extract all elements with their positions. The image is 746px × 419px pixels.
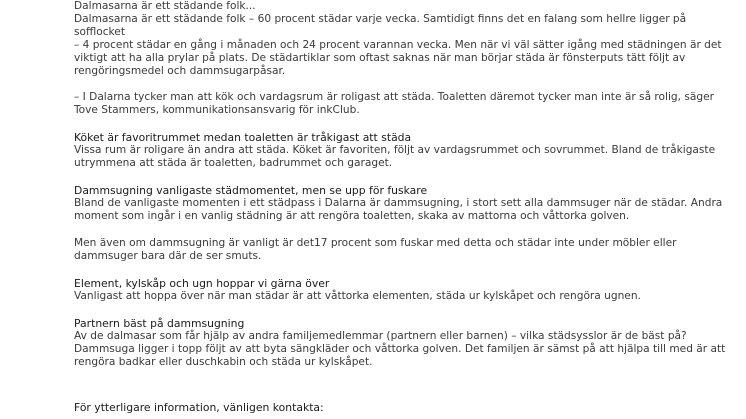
section-extra-vacuuming: Men även om dammsugning är vanligt är det17 procent som fuskar med detta och städar inte under möbler eller dammsuger bara där de ser smuts. [74,237,677,262]
section-body-partner: Av de dalmasar som får hjälp av andra familjemedlemmar (partnern eller barnen) – vilka städsysslor är de bäst på? Dammsuga ligger i topp följt av att byta sängkläder och våttorka golven. Det familjen är sämst på att hjälpa till med är att rengöra badkar eller duschkabin och städa ur kylskåpet. [74,330,726,368]
section-heading-vacuuming: Dammsugning vanligaste städmomentet, men se upp för fuskare [74,184,428,197]
section-body-favorite-room: Vissa rum är roligare än andra att städa. Köket är favoriten, följt av vardagsrummet och sovrummet. Bland de tråkigaste utrymmena att städa är toaletten, badrummet och garaget. [74,144,716,169]
section-heading-favorite-room: Köket är favoritrummet medan toaletten är tråkigast att städa [74,131,412,144]
cut-off-text: Dalmasarna är ett städande folk... [74,0,256,9]
cut-off-top-line [74,0,734,9]
section-heading-partner: Partnern bäst på dammsugning [74,317,245,330]
press-release-document [74,0,734,414]
section-body-skip-tasks: Vanligast att hoppa över när man städar är att våttorka elementen, städa ur kylskåpet och rengöra ugnen. [74,290,641,302]
intro-paragraph: Dalmasarna är ett städande folk – 60 procent städar varje vecka. Samtidigt finns det en falang som hellre ligger på sofflocket – 4 procent städar en gång i månaden och 24 procent varannan vecka. Men när vi väl sätter igång med städningen är det viktigt att ha alla prylar på plats. De städartiklar som oftast saknas när man börjar städa är fönsterputs tätt följt av rengöringsmedel och dammsugarpåsar. [74,13,722,77]
section-body-vacuuming: Bland de vanligaste momenten i ett städpass i Dalarna är dammsugning, i stort sett alla dammsuger när de städar. Andra moment som ingår i en vanlig städning är att rengöra toaletten, skaka av mattorna och våttorka golven. [74,197,723,222]
quote-paragraph: – I Dalarna tycker man att kök och vardagsrum är roligast att städa. Toaletten däremot tycker man inte är så rolig, säger Tove Stammers, kommunikationsansvarig för inkClub. [74,91,714,116]
section-heading-skip-tasks: Element, kylskåp och ugn hoppar vi gärna över [74,277,330,290]
contact-heading: För ytterligare information, vänligen kontakta: [74,401,324,414]
